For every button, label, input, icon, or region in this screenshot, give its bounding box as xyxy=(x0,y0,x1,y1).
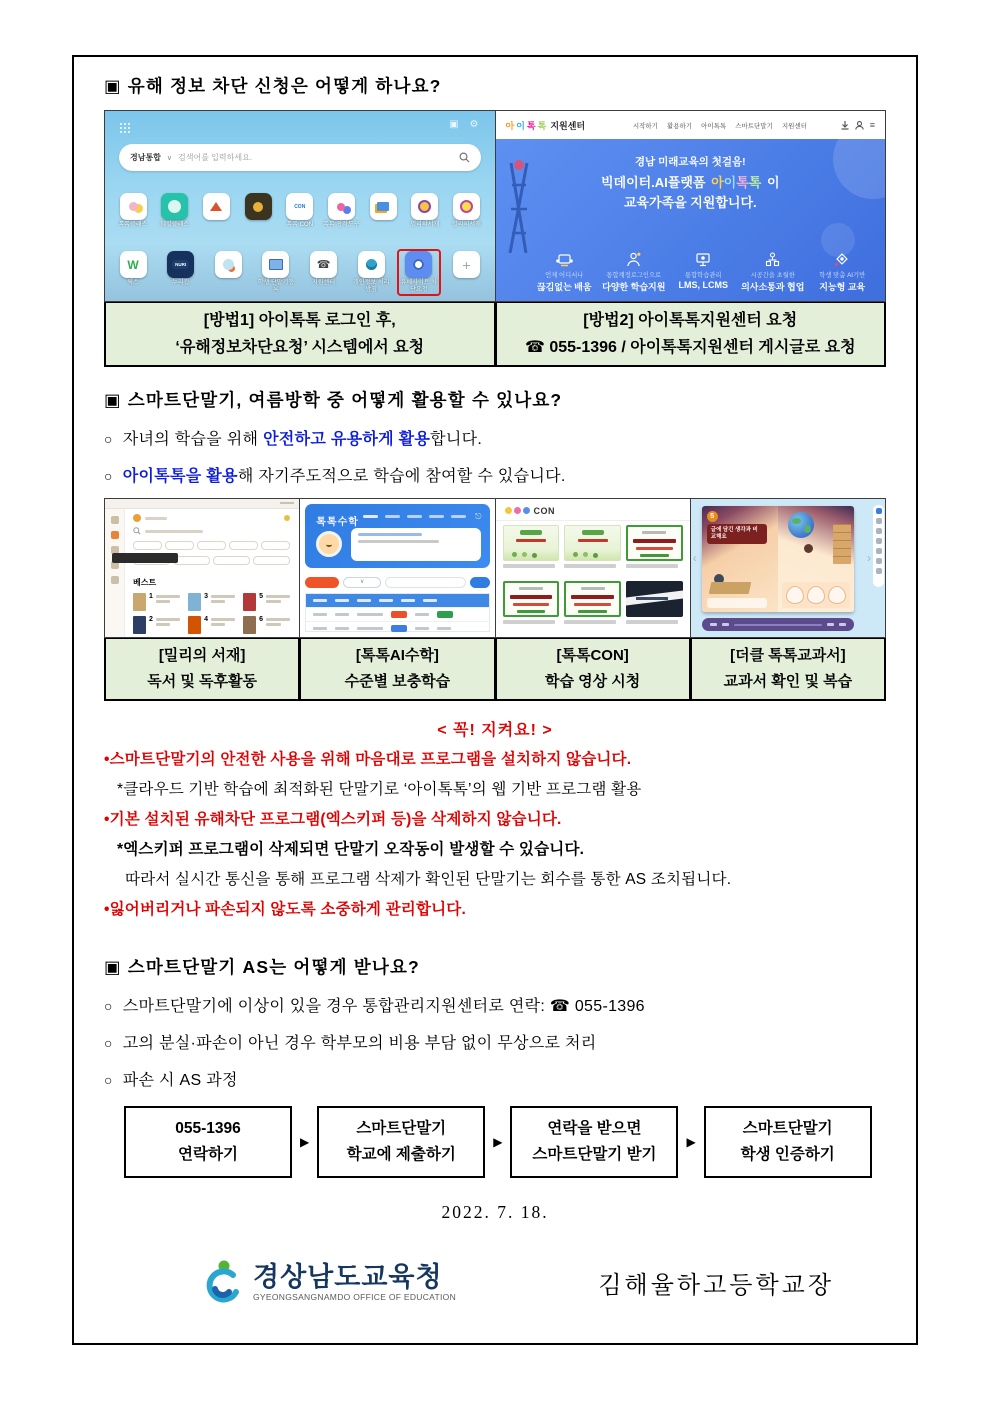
bullet-marker: ○ xyxy=(104,468,113,484)
bell-icon xyxy=(284,515,290,521)
app-icon xyxy=(269,259,283,270)
portal-topright-icons: ▣ ⚙ xyxy=(449,119,483,130)
book-cover xyxy=(243,616,256,634)
nav-link: 시작하기 xyxy=(632,122,658,130)
banner-line2: 빅데이터.AI플랫폼 아이톡톡 이 xyxy=(600,175,780,190)
nav-link: 스마트단말기 xyxy=(735,122,773,130)
avatar xyxy=(316,531,342,557)
video-item xyxy=(626,525,683,578)
grid-menu-icon xyxy=(119,122,131,134)
window-titlebar xyxy=(105,499,299,509)
caption-method2-line2: ☎ 055-1396 / 아이톡톡지원센터 게시글로 요청 xyxy=(524,339,856,356)
chevron-right-icon: › xyxy=(867,551,871,565)
chevron-down-icon: ∨ xyxy=(166,154,173,162)
video-item xyxy=(503,525,560,578)
menu-icon: ≡ xyxy=(869,120,875,130)
app-tile xyxy=(238,193,278,229)
as-process-flow xyxy=(124,1106,886,1178)
orange-button xyxy=(305,577,339,588)
app-icon: W xyxy=(127,257,139,272)
arrow-right-icon: ▶ xyxy=(300,1135,310,1149)
folder-people-icon xyxy=(530,247,600,267)
book-cover xyxy=(188,593,201,611)
book-item: 1 xyxy=(133,593,180,611)
avatar xyxy=(133,514,141,522)
status-badge xyxy=(391,625,407,632)
math-tabs xyxy=(363,515,466,518)
left-page xyxy=(702,506,778,612)
viewer-toolbar xyxy=(873,505,884,587)
emphasis-blue: 안전하고 유용하게 활용 xyxy=(263,431,431,448)
toktok-math-screenshot xyxy=(299,498,495,638)
book-cover xyxy=(188,616,201,634)
flow-step-3: 연락을 받으면 스마트단말기 받기 xyxy=(510,1106,678,1178)
video-item xyxy=(503,581,560,634)
support-center-navbar xyxy=(496,111,886,139)
caption-method2 xyxy=(495,301,887,367)
caption-method1 xyxy=(104,301,496,367)
book-item: 2 xyxy=(133,616,180,634)
unit-number: 5 xyxy=(707,511,718,522)
viewer-navbar xyxy=(702,618,854,631)
app-icon: CON xyxy=(294,203,306,210)
caption-millie: [밀리의 서재] 독서 및 독후활동 xyxy=(104,637,300,701)
banner-line1: 경남 미래교육의 첫걸음! xyxy=(634,156,746,168)
caption-toktok-con: [톡톡CON] 학습 영상 시청 xyxy=(495,637,691,701)
app-toktok-maker: 톡톡 창작도구 xyxy=(321,193,361,229)
app-icon xyxy=(253,202,263,212)
caption-method2-line1: [방법2] 아이톡톡지원센터 요청 xyxy=(583,312,798,329)
nav-icons xyxy=(841,120,875,130)
book-cover xyxy=(133,593,146,611)
app-tile xyxy=(363,193,403,229)
book-cover xyxy=(133,616,146,634)
feature-lms: 통합학습관리 LMS, LCMS xyxy=(669,247,739,293)
tooltip xyxy=(112,553,178,563)
app-nuri: NURI 누리집 xyxy=(161,251,201,294)
math-controls xyxy=(305,575,489,589)
warning-subline: *엑스키퍼 프로그램이 삭제되면 단말기 오작동이 발생할 수 있습니다. xyxy=(117,841,585,858)
warning-subline: *클라우드 기반 학습에 최적화된 단말기로 ‘아이톡톡’의 웹 기반 프로그램 활용 xyxy=(117,781,642,798)
flow-step-1: 055-1396 연락하기 xyxy=(124,1106,292,1178)
app-whale-class: 웨일클래스 xyxy=(155,193,195,229)
app-device-register: 학생 단말기등록 xyxy=(256,251,296,294)
nav-links xyxy=(606,121,834,130)
footer xyxy=(104,1259,886,1305)
feature-anywhere: 언제 어디서나 끊김없는 배움 xyxy=(530,247,600,293)
plus-icon: + xyxy=(462,256,471,273)
app-icon xyxy=(337,203,345,211)
bookshelf-illustration xyxy=(833,524,851,564)
warning-subline: 따라서 실시간 통신을 통해 프로그램 삭제가 확인된 단말기는 회수를 통한 AS 조치됩니다. xyxy=(125,871,732,888)
girl-illustration xyxy=(804,544,813,553)
greeting-card xyxy=(351,528,480,561)
search-icon xyxy=(459,152,470,163)
best-label: 베스트 xyxy=(133,578,157,587)
dropdown: ∨ xyxy=(343,577,381,588)
book-cover xyxy=(243,593,256,611)
app-icon xyxy=(460,200,473,213)
bullet-marker: ○ xyxy=(104,431,113,447)
app-works: W 웍스 xyxy=(113,251,153,294)
office-of-education-logo xyxy=(200,1259,456,1305)
section3-title: ▣ 스마트단말기 AS는 어떻게 받나요? xyxy=(104,957,420,977)
search-field xyxy=(385,577,465,588)
logo-balloon xyxy=(514,507,521,514)
app-toktok-con: CON 톡톡 CON xyxy=(280,193,320,229)
feature-login: 통합계정로그인으로 다양한 학습지원 xyxy=(599,247,669,293)
warning-heading: < 꼭! 지켜요! > xyxy=(437,722,553,739)
nav-link: 지원센터 xyxy=(781,122,807,130)
app-harmful-site-block-request: 유해사이트 차단요청 xyxy=(399,251,439,294)
nav-link: 활용하기 xyxy=(666,122,693,130)
search-button xyxy=(470,577,490,588)
app-icon: NURI xyxy=(172,260,189,269)
support-center-screenshot xyxy=(495,110,887,302)
aitoktok-portal-screenshot xyxy=(104,110,496,302)
network-diamond-icon xyxy=(808,247,878,267)
math-table xyxy=(305,593,489,632)
warning-line: •스마트단말기의 안전한 사용을 위해 마음대로 프로그램을 설치하지 않습니다. xyxy=(104,751,632,768)
feature-communication: 시공간을 초월한 의사소통과 협업 xyxy=(738,247,808,293)
app-figures-row xyxy=(104,498,886,701)
millie-screenshot xyxy=(104,498,300,638)
download-icon xyxy=(841,121,849,130)
app-support-center: ☎ 지원센터 xyxy=(304,251,344,294)
nav-link: 아이톡톡 xyxy=(701,122,727,130)
bullet-marker: ○ xyxy=(104,998,113,1014)
unit-title: 글에 담긴 생각과 비교해요 xyxy=(707,524,767,544)
book-item: 6 xyxy=(243,616,290,634)
book-item: 4 xyxy=(188,616,235,634)
bullet-marker: ○ xyxy=(104,1072,113,1088)
bullet-aitoktok-use: ○ 아이톡톡을 활용해 자기주도적으로 학습에 참여할 수 있습니다. xyxy=(104,468,566,485)
video-item xyxy=(626,581,683,634)
warning-line: •기본 설치된 유해차단 프로그램(엑스키퍼 등)을 삭제하지 않습니다. xyxy=(104,811,562,828)
app-icon xyxy=(210,202,222,211)
warning-line: •잃어버리거나 파손되지 않도록 소중하게 관리합니다. xyxy=(104,901,466,918)
method-figures-row xyxy=(104,110,886,367)
millie-content xyxy=(124,509,299,637)
principal-signature: 김해율하고등학교장 xyxy=(598,1272,834,1299)
book-spread xyxy=(702,506,854,612)
logo-balloon xyxy=(505,507,512,514)
content-frame xyxy=(72,55,918,1345)
app-icon xyxy=(418,200,431,213)
app-tile xyxy=(208,251,248,294)
bullet-as-process: ○ 파손 시 AS 과정 xyxy=(104,1072,238,1089)
math-title: 톡톡수학 xyxy=(316,517,359,528)
figure-millie xyxy=(104,498,300,701)
app-toktok-class: 톡톡클래스 xyxy=(113,193,153,229)
app-icon xyxy=(223,259,234,270)
con-logo-text: CON xyxy=(533,505,555,516)
logo-balloon xyxy=(523,507,530,514)
arrow-right-icon: ▶ xyxy=(686,1135,696,1149)
figure-method1 xyxy=(104,110,496,367)
table-header xyxy=(306,594,488,607)
org-name-en: GYEONGSANGNAMDO OFFICE OF EDUCATION xyxy=(253,1291,457,1302)
feature-ai-education: 학생 맞춤 AI기반 지능형 교육 xyxy=(808,247,878,293)
app-privacy: 개인정보 처리방침 xyxy=(351,251,391,294)
book-item: 5 xyxy=(243,593,290,611)
flow-step-2: 스마트단말기 학교에 제출하기 xyxy=(317,1106,485,1178)
bullet-safe-use: ○ 자녀의 학습을 위해 안전하고 유용하게 활용합니다. xyxy=(104,431,483,448)
video-item xyxy=(564,525,621,578)
caption-method1-line1: [방법1] 아이톡톡 로그인 후, xyxy=(203,312,396,329)
right-page xyxy=(778,506,854,612)
book-list xyxy=(133,593,290,634)
bullet-as-free: ○ 고의 분실·파손이 아닌 경우 학부모의 비용 부담 없이 무상으로 처리 xyxy=(104,1035,597,1052)
bullet-marker: ○ xyxy=(104,1035,113,1051)
search-placeholder: 검색어를 입력하세요. xyxy=(178,153,253,162)
caption-method1-line2: ‘유해정보차단요청’ 시스템에서 요청 xyxy=(175,339,425,356)
figure-toktok-math xyxy=(299,498,495,701)
search-scope-label: 경남통합 xyxy=(130,153,161,162)
figure-toktok-textbook xyxy=(690,498,886,701)
banner-features xyxy=(530,247,878,293)
gne-logo-mark xyxy=(200,1259,244,1305)
flow-step-4: 스마트단말기 학생 인증하기 xyxy=(704,1106,872,1178)
app-millie-2: 밀리의서재 xyxy=(447,193,487,229)
app-icon xyxy=(377,202,389,211)
app-icon xyxy=(129,202,138,211)
exit-icon: ⎋ xyxy=(475,512,482,521)
section2-title: ▣ 스마트단말기, 여름방학 중 어떻게 활용할 수 있나요? xyxy=(104,390,563,410)
app-tile xyxy=(196,193,236,229)
bullet-as-contact: ○ 스마트단말기에 이상이 있을 경우 통합관리지원센터로 연락: ☎ 055-1396 xyxy=(104,998,645,1015)
banner-line3: 교육가족을 지원합니다. xyxy=(623,195,757,210)
teacher-icon xyxy=(599,247,669,267)
arrow-right-icon: ▶ xyxy=(493,1135,503,1149)
phone-icon: ☎ xyxy=(316,259,331,271)
app-icon xyxy=(366,259,377,270)
org-name: 경상남도교육청 xyxy=(253,1261,443,1292)
search-icon xyxy=(133,527,141,535)
person-icon xyxy=(855,121,864,130)
video-item xyxy=(564,581,621,634)
app-add xyxy=(446,251,486,294)
portal-app-row2 xyxy=(113,251,487,294)
video-grid xyxy=(503,525,683,634)
monitor-icon xyxy=(669,247,739,267)
toktok-con-screenshot xyxy=(495,498,691,638)
table-row xyxy=(306,607,488,621)
globe-illustration xyxy=(788,512,814,538)
profile-row xyxy=(133,514,290,522)
textbook-screenshot xyxy=(690,498,886,638)
portal-app-row1 xyxy=(113,193,487,229)
figure-toktok-con xyxy=(495,498,691,701)
speech-chips xyxy=(707,598,767,608)
support-center-banner xyxy=(496,139,886,301)
caption-toktok-textbook: [더클 톡톡교과서] 교과서 확인 및 복습 xyxy=(690,637,886,701)
table-row xyxy=(306,621,488,635)
app-millie: 밀리의서재 xyxy=(405,193,445,229)
chevron-left-icon: ‹ xyxy=(692,551,697,565)
aitoktok-logo-inline: 아이톡톡 xyxy=(711,175,762,190)
ladder-illustration xyxy=(506,157,532,253)
portal-search-bar xyxy=(119,144,481,171)
aitoktok-logo: 아 이 톡 톡 지원센터 xyxy=(505,120,586,131)
status-badge xyxy=(391,611,407,618)
figure-method2 xyxy=(495,110,887,367)
search-row xyxy=(133,527,290,535)
divider xyxy=(496,520,690,521)
math-header xyxy=(305,504,489,568)
app-icon xyxy=(168,200,181,213)
sidebar xyxy=(105,509,125,637)
section1-title: ▣ 유해 정보 차단 신청은 어떻게 하나요? xyxy=(104,76,442,96)
answer-panel xyxy=(782,582,850,608)
book-item: 3 xyxy=(188,593,235,611)
notice-date: 2022. 7. 18. xyxy=(441,1202,549,1222)
status-badge xyxy=(437,611,453,618)
desk-illustration xyxy=(708,582,751,594)
con-logo-row xyxy=(505,504,556,517)
emphasis-blue: 아이톡톡을 활용 xyxy=(122,468,238,485)
tag-chips xyxy=(133,541,290,550)
shield-block-icon xyxy=(413,259,424,270)
caption-toktok-math: [톡톡AI수학] 수준별 보충학습 xyxy=(299,637,495,701)
org-chart-icon xyxy=(738,247,808,267)
